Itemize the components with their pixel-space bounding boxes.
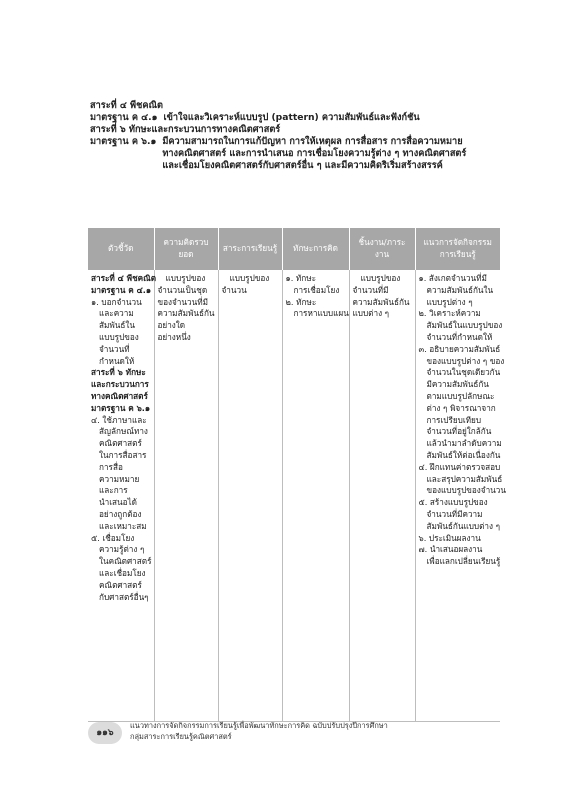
cell-line: สาระที่ ๔ พีชคณิต: [91, 273, 157, 283]
cell-line: และเหมาะสม: [99, 520, 147, 531]
cell-line: และการ: [99, 485, 128, 496]
cell-learning-content: [218, 270, 282, 722]
cell-work-tasks: [349, 270, 415, 722]
cell-line: แบบต่าง ๆ: [352, 308, 390, 319]
page-footer: [88, 714, 508, 754]
cell-line: ๑. บอกจำนวน: [91, 296, 142, 307]
cell-line: สัญลักษณ์ทาง: [99, 426, 148, 437]
cell-line: แบบรูปของ: [229, 273, 270, 283]
cell-line: อย่างหนึ่ง: [157, 331, 191, 342]
cell-line: ต่าง ๆ พิจารณาจาก: [426, 402, 496, 413]
strand-4-title: สาระที่ ๔ พีชคณิต: [90, 100, 163, 111]
cell-line: สาระที่ ๖ ทักษะ: [91, 367, 146, 378]
cell-line: แบบรูปต่าง ๆ: [426, 296, 473, 307]
cell-line: มาตรฐาน ค ๔.๑: [91, 284, 152, 295]
table-row: [88, 270, 500, 722]
cell-line: ความสัมพันธ์กัน: [157, 308, 215, 319]
curriculum-table: [88, 228, 506, 722]
cell-line: จำนวนในชุดเดียวกัน: [426, 367, 501, 378]
cell-line: คณิตศาสตร์: [99, 438, 142, 449]
footer-line: กลุ่มสาระการเรียนรู้คณิตศาสตร์: [130, 732, 232, 741]
cell-line: และสรุปความสัมพันธ์: [426, 473, 503, 484]
cell-line: จำนวนที่กำหนดให้: [426, 331, 493, 342]
cell-line: สัมพันธ์ให้ต่อเนื่องกัน: [426, 449, 501, 460]
page-number: ๑๑๖: [88, 722, 122, 744]
cell-line: เพื่อแลกเปลี่ยนเรียนรู้: [426, 556, 501, 567]
cell-line: ๒. ทักษะ: [285, 296, 317, 307]
cell-line: มาตรฐาน ค ๖.๑: [91, 402, 151, 413]
cell-line: ทางคณิตศาสตร์: [91, 390, 148, 401]
header-indicators: ตัวชี้วัด: [88, 228, 154, 270]
cell-line: ในการสื่อสาร: [99, 449, 147, 460]
cell-line: การสื่อ: [99, 461, 123, 472]
standard-4-1-text: เข้าใจและวิเคราะห์แบบรูป (pattern) ความสัมพันธ์และฟังก์ชัน: [163, 112, 420, 123]
cell-line: แบบรูปของ: [99, 331, 139, 342]
cell-activities: [415, 270, 506, 722]
cell-line: ๖. ประเมินผลงาน: [418, 532, 481, 543]
standard-6-1-label: มาตรฐาน ค ๖.๑: [90, 136, 157, 147]
cell-line: จำนวนที่อยู่ใกล้กัน: [426, 426, 492, 437]
cell-line: สัมพันธ์ในแบบรูปของ: [426, 320, 503, 331]
cell-thinking-skills: [282, 270, 349, 722]
cell-line: ๑. สังเกตจำนวนที่มี: [418, 273, 487, 283]
cell-line: ตามแบบรูปลักษณะ: [426, 390, 495, 401]
cell-line: ในคณิตศาสตร์: [99, 556, 152, 567]
cell-line: กับศาสตร์อื่นๆ: [99, 591, 149, 602]
cell-line: จำนวน: [221, 284, 247, 295]
cell-line: นำเสนอได้: [99, 497, 137, 508]
cell-line: จำนวนเป็นชุด: [157, 284, 208, 295]
standard-4-1-label: มาตรฐาน ค ๔.๑: [90, 112, 158, 123]
standard-6-1-line: มีความสามารถในการแก้ปัญหา การให้เหตุผล การสื่อสาร การสื่อความหมาย: [162, 136, 463, 147]
cell-line: ๕. สร้างแบบรูปของ: [418, 497, 488, 508]
cell-line: จำนวนที่: [99, 343, 130, 354]
strand-4-heading: [90, 100, 530, 112]
cell-line: ของจำนวนที่มี: [157, 296, 208, 307]
strand-6-heading: [90, 124, 530, 136]
footer-line: แนวทางการจัดกิจกรรมการเรียนรู้เพื่อพัฒนาทักษะการคิด ฉบับปรับปรุงปีการศึกษา: [130, 721, 388, 730]
document-heading: [90, 100, 530, 172]
header-concept: ความคิดรวบยอด: [154, 228, 218, 270]
cell-line: แล้วนำมาลำดับความ: [426, 438, 502, 449]
table-header-row: [88, 228, 500, 270]
cell-line: จำนวนที่มี: [352, 284, 389, 295]
standard-4-1: [90, 112, 530, 124]
standard-6-1: [90, 136, 530, 172]
header-activities: แนวการจัดกิจกรรมการเรียนรู้: [415, 228, 500, 270]
cell-line: แบบรูปของ: [360, 273, 401, 283]
standard-6-1-line: ทางคณิตศาสตร์ และการนำเสนอ การเชื่อมโยงความรู้ต่าง ๆ ทางคณิตศาสตร์: [162, 148, 467, 159]
standard-6-1-text: [162, 136, 530, 172]
cell-line: จำนวนที่มีความ: [426, 508, 483, 519]
cell-line: อย่างถูกต้อง: [99, 508, 142, 519]
cell-line: ๓. อธิบายความสัมพันธ์: [418, 343, 501, 354]
cell-line: ๕. เชื่อมโยง: [91, 532, 135, 543]
cell-line: คณิตศาสตร์: [99, 579, 142, 590]
cell-line: แบบรูปของ: [165, 273, 206, 283]
cell-line: การหาแบบแผน: [293, 308, 349, 319]
cell-line: สัมพันธ์กันแบบต่าง ๆ: [426, 520, 501, 531]
header-work-tasks: ชิ้นงาน/ภาระงาน: [349, 228, 415, 270]
standard-6-1-line: และเชื่อมโยงคณิตศาสตร์กับศาสตร์อื่น ๆ และมีความคิดริเริ่มสร้างสรรค์: [162, 160, 443, 171]
footer-text: [130, 720, 388, 742]
cell-line: ๔. ใช้ภาษาและ: [91, 414, 147, 425]
cell-line: ความสัมพันธ์กันใน: [426, 284, 494, 295]
cell-line: ของแบบรูปต่าง ๆ ของ: [426, 355, 505, 366]
cell-line: กำหนดให้: [99, 355, 135, 366]
strand-6-title: สาระที่ ๖ ทักษะและกระบวนการทางคณิตศาสตร์: [90, 124, 281, 135]
cell-indicators: [88, 270, 157, 722]
cell-line: ๒. วิเคราะห์ความ: [418, 308, 481, 319]
cell-concept: [154, 270, 218, 722]
cell-line: มีความสัมพันธ์กัน: [426, 379, 489, 390]
cell-line: และเชื่อมโยง: [99, 567, 146, 578]
cell-line: ความสัมพันธ์กัน: [352, 296, 410, 307]
cell-line: และความ: [99, 308, 134, 319]
cell-line: และกระบวนการ: [91, 379, 149, 390]
cell-line: ความหมาย: [99, 473, 140, 484]
cell-line: สัมพันธ์ใน: [99, 320, 135, 331]
cell-line: การเปรียบเทียบ: [426, 414, 482, 425]
cell-line: ๑. ทักษะ: [285, 273, 317, 283]
header-learning-content: สาระการเรียนรู้: [218, 228, 282, 270]
cell-line: ความรู้ต่าง ๆ: [99, 544, 145, 555]
header-thinking-skills: ทักษะการคิด: [282, 228, 349, 270]
cell-line: ๔. ฝึกแทนค่าตรวจสอบ: [418, 461, 501, 472]
cell-line: การเชื่อมโยง: [293, 284, 340, 295]
cell-line: ๗. นำเสนอผลงาน: [418, 544, 483, 555]
cell-line: อย่างใด: [157, 320, 186, 331]
cell-line: ของแบบรูปของจำนวน: [426, 485, 506, 496]
